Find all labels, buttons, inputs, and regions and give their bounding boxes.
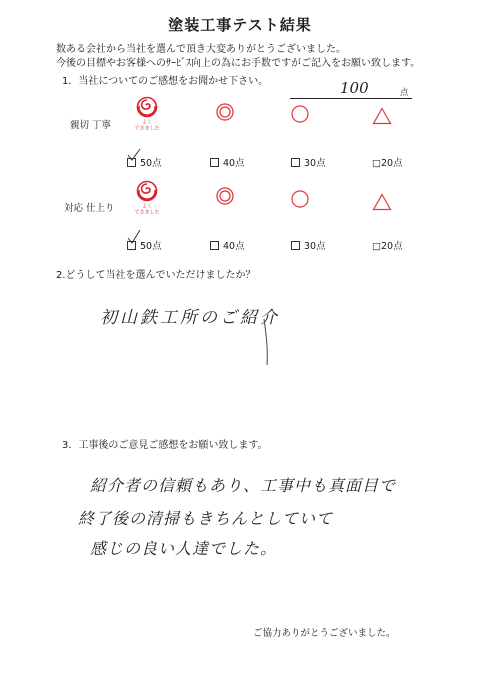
score-unit: 点 bbox=[400, 88, 409, 98]
option-label: 40点 bbox=[223, 158, 245, 169]
question-1-label: 1．当社についてのご感想をお聞かせ下さい。 bbox=[62, 76, 269, 87]
question-3-answer-line-1: 紹介者の信頼もあり、工事中も真面目で bbox=[90, 476, 397, 495]
svg-text:できました: できました bbox=[134, 209, 160, 216]
svg-text:よく: よく bbox=[141, 119, 153, 126]
row-label-kindness: 親切 丁寧 bbox=[70, 120, 112, 131]
question-3-answer-line-3: 感じの良い人達でした。 bbox=[90, 539, 278, 558]
checkbox[interactable] bbox=[210, 158, 219, 167]
check-mark-icon bbox=[127, 229, 141, 245]
question-2-label: 2.どうして当社を選んでいただけましたか？ bbox=[56, 270, 256, 281]
rose-stamp-icon bbox=[133, 180, 161, 216]
option-label: 50点 bbox=[140, 158, 162, 169]
svg-text:できました: できました bbox=[134, 125, 160, 132]
option-30-finish[interactable] bbox=[291, 238, 326, 252]
footer-thanks: ご協力ありがとうございました。 bbox=[253, 628, 396, 639]
score-handwritten: 100 bbox=[340, 79, 369, 97]
intro-line-1: 数ある会社から当社を選んで頂き大変ありがとうございました。 bbox=[56, 44, 346, 55]
rose-stamp-icon bbox=[133, 96, 161, 132]
option-40-kindness[interactable] bbox=[210, 155, 245, 169]
double-circle-icon bbox=[216, 103, 234, 121]
option-label: □20点 bbox=[372, 241, 403, 252]
triangle-icon bbox=[372, 107, 392, 125]
page-title: 塗装工事テスト結果 bbox=[168, 16, 312, 34]
checkbox[interactable] bbox=[291, 241, 300, 250]
checkbox[interactable] bbox=[210, 241, 219, 250]
pen-stroke bbox=[262, 318, 270, 366]
option-label: □20点 bbox=[372, 158, 403, 169]
question-2-answer: 初山鉄工所のご紹介 bbox=[100, 308, 280, 328]
option-20-finish[interactable] bbox=[372, 238, 403, 252]
row-label-finish: 対応 仕上り bbox=[64, 203, 115, 214]
option-20-kindness[interactable] bbox=[372, 155, 403, 169]
double-circle-icon bbox=[216, 187, 234, 205]
option-40-finish[interactable] bbox=[210, 238, 245, 252]
option-label: 50点 bbox=[140, 241, 162, 252]
circle-icon bbox=[291, 105, 309, 123]
circle-icon bbox=[291, 190, 309, 208]
question-3-answer-line-2: 終了後の清掃もきちんとしていて bbox=[78, 509, 334, 528]
score-underline bbox=[290, 98, 412, 99]
option-label: 30点 bbox=[304, 158, 326, 169]
question-3-label: 3．工事後のご意見ご感想をお願い致します。 bbox=[62, 440, 268, 451]
triangle-icon bbox=[372, 193, 392, 211]
svg-text:よく: よく bbox=[141, 203, 153, 210]
intro-line-2: 今後の目標やお客様へのｻｰﾋﾞｽ向上の為にお手数ですがご記入をお願い致します。 bbox=[56, 58, 421, 69]
option-30-kindness[interactable] bbox=[291, 155, 326, 169]
checkbox[interactable] bbox=[291, 158, 300, 167]
option-label: 40点 bbox=[223, 241, 245, 252]
check-mark-icon bbox=[127, 148, 141, 162]
option-label: 30点 bbox=[304, 241, 326, 252]
